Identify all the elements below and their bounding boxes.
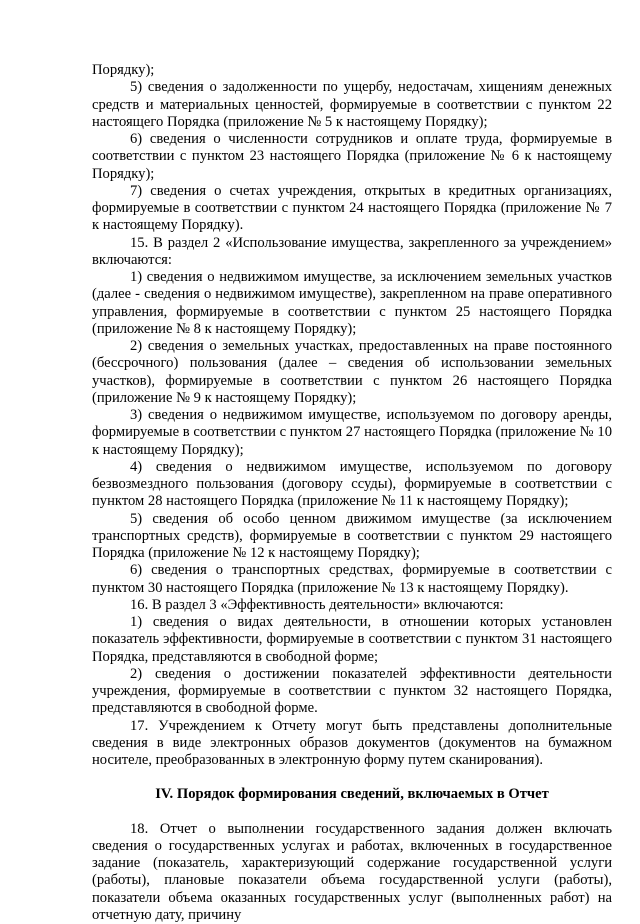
paragraph-clause-15-item-5: 5) сведения об особо ценном движимом имуществе (за исключением транспортных средств), формируемые в соответствии с пунктом 29 настоящего Порядка (приложение № 12 к настоящему Порядку); (92, 511, 612, 563)
paragraph-continuation: Порядку); (92, 62, 612, 79)
paragraph-clause-18: 18. Отчет о выполнении государственного задания должен включать сведения о государственных услугах и работах, включенных в государственное задание (показатель, характеризующий содержание государственной услуги (работы), плановые показатели объема государственной услуги (работы), показатели объема оказанных государственных услуг (выполненных работ) на отчетную дату, причину (92, 821, 612, 924)
paragraph-item-5-debts: 5) сведения о задолженности по ущербу, недостачам, хищениям денежных средств и материальных ценностей, формируемые в соответствии с пунктом 22 настоящего Порядка (приложение № 5 к настоящему Порядку); (92, 79, 612, 131)
paragraph-clause-15: 15. В раздел 2 «Использование имущества, закрепленного за учреждением» включаются: (92, 235, 612, 270)
paragraph-clause-16-item-1: 1) сведения о видах деятельности, в отношении которых установлен показатель эффективности, формируемые в соответствии с пунктом 31 настоящего Порядка, представляются в свободной форме; (92, 614, 612, 666)
paragraph-clause-16: 16. В раздел 3 «Эффективность деятельности» включаются: (92, 597, 612, 614)
section-heading: IV. Порядок формирования сведений, включаемых в Отчет (92, 786, 612, 803)
paragraph-clause-15-item-1: 1) сведения о недвижимом имуществе, за исключением земельных участков (далее - сведения о недвижимом имуществе), закрепленном на праве оперативного управления, формируемые в соответствии с пунктом 25 настоящего Порядка (приложение № 8 к настоящему Порядку); (92, 269, 612, 338)
paragraph-clause-15-item-4: 4) сведения о недвижимом имуществе, используемом по договору безвозмездного пользования (договору ссуды), формируемые в соответствии с пунктом 28 настоящего Порядка (приложение № 11 к настоящему Порядку); (92, 459, 612, 511)
paragraph-clause-16-item-2: 2) сведения о достижении показателей эффективности деятельности учреждения, формируемые в соответствии с пунктом 32 настоящего Порядка, представляются в свободной форме. (92, 666, 612, 718)
paragraph-clause-15-item-2: 2) сведения о земельных участках, предоставленных на праве постоянного (бессрочного) пользования (далее – сведения об использовании земельных участков), формируемые в соответствии с пунктом 26 настоящего Порядка (приложение № 9 к настоящему Порядку); (92, 338, 612, 407)
paragraph-clause-15-item-6: 6) сведения о транспортных средствах, формируемые в соответствии с пунктом 30 настоящего Порядка (приложение № 13 к настоящему Порядку). (92, 562, 612, 597)
paragraph-item-7-accounts: 7) сведения о счетах учреждения, открытых в кредитных организациях, формируемые в соответствии с пунктом 24 настоящего Порядка (приложение № 7 к настоящему Порядку). (92, 183, 612, 235)
paragraph-clause-17: 17. Учреждением к Отчету могут быть представлены дополнительные сведения в виде электронных образов документов (документов на бумажном носителе, преобразованных в электронную форму путем сканирования). (92, 718, 612, 770)
paragraph-item-6-staff: 6) сведения о численности сотрудников и оплате труда, формируемые в соответствии с пунктом 23 настоящего Порядка (приложение № 6 к настоящему Порядку); (92, 131, 612, 183)
paragraph-clause-15-item-3: 3) сведения о недвижимом имуществе, используемом по договору аренды, формируемые в соответствии с пунктом 27 настоящего Порядка (приложение № 10 к настоящему Порядку); (92, 407, 612, 459)
